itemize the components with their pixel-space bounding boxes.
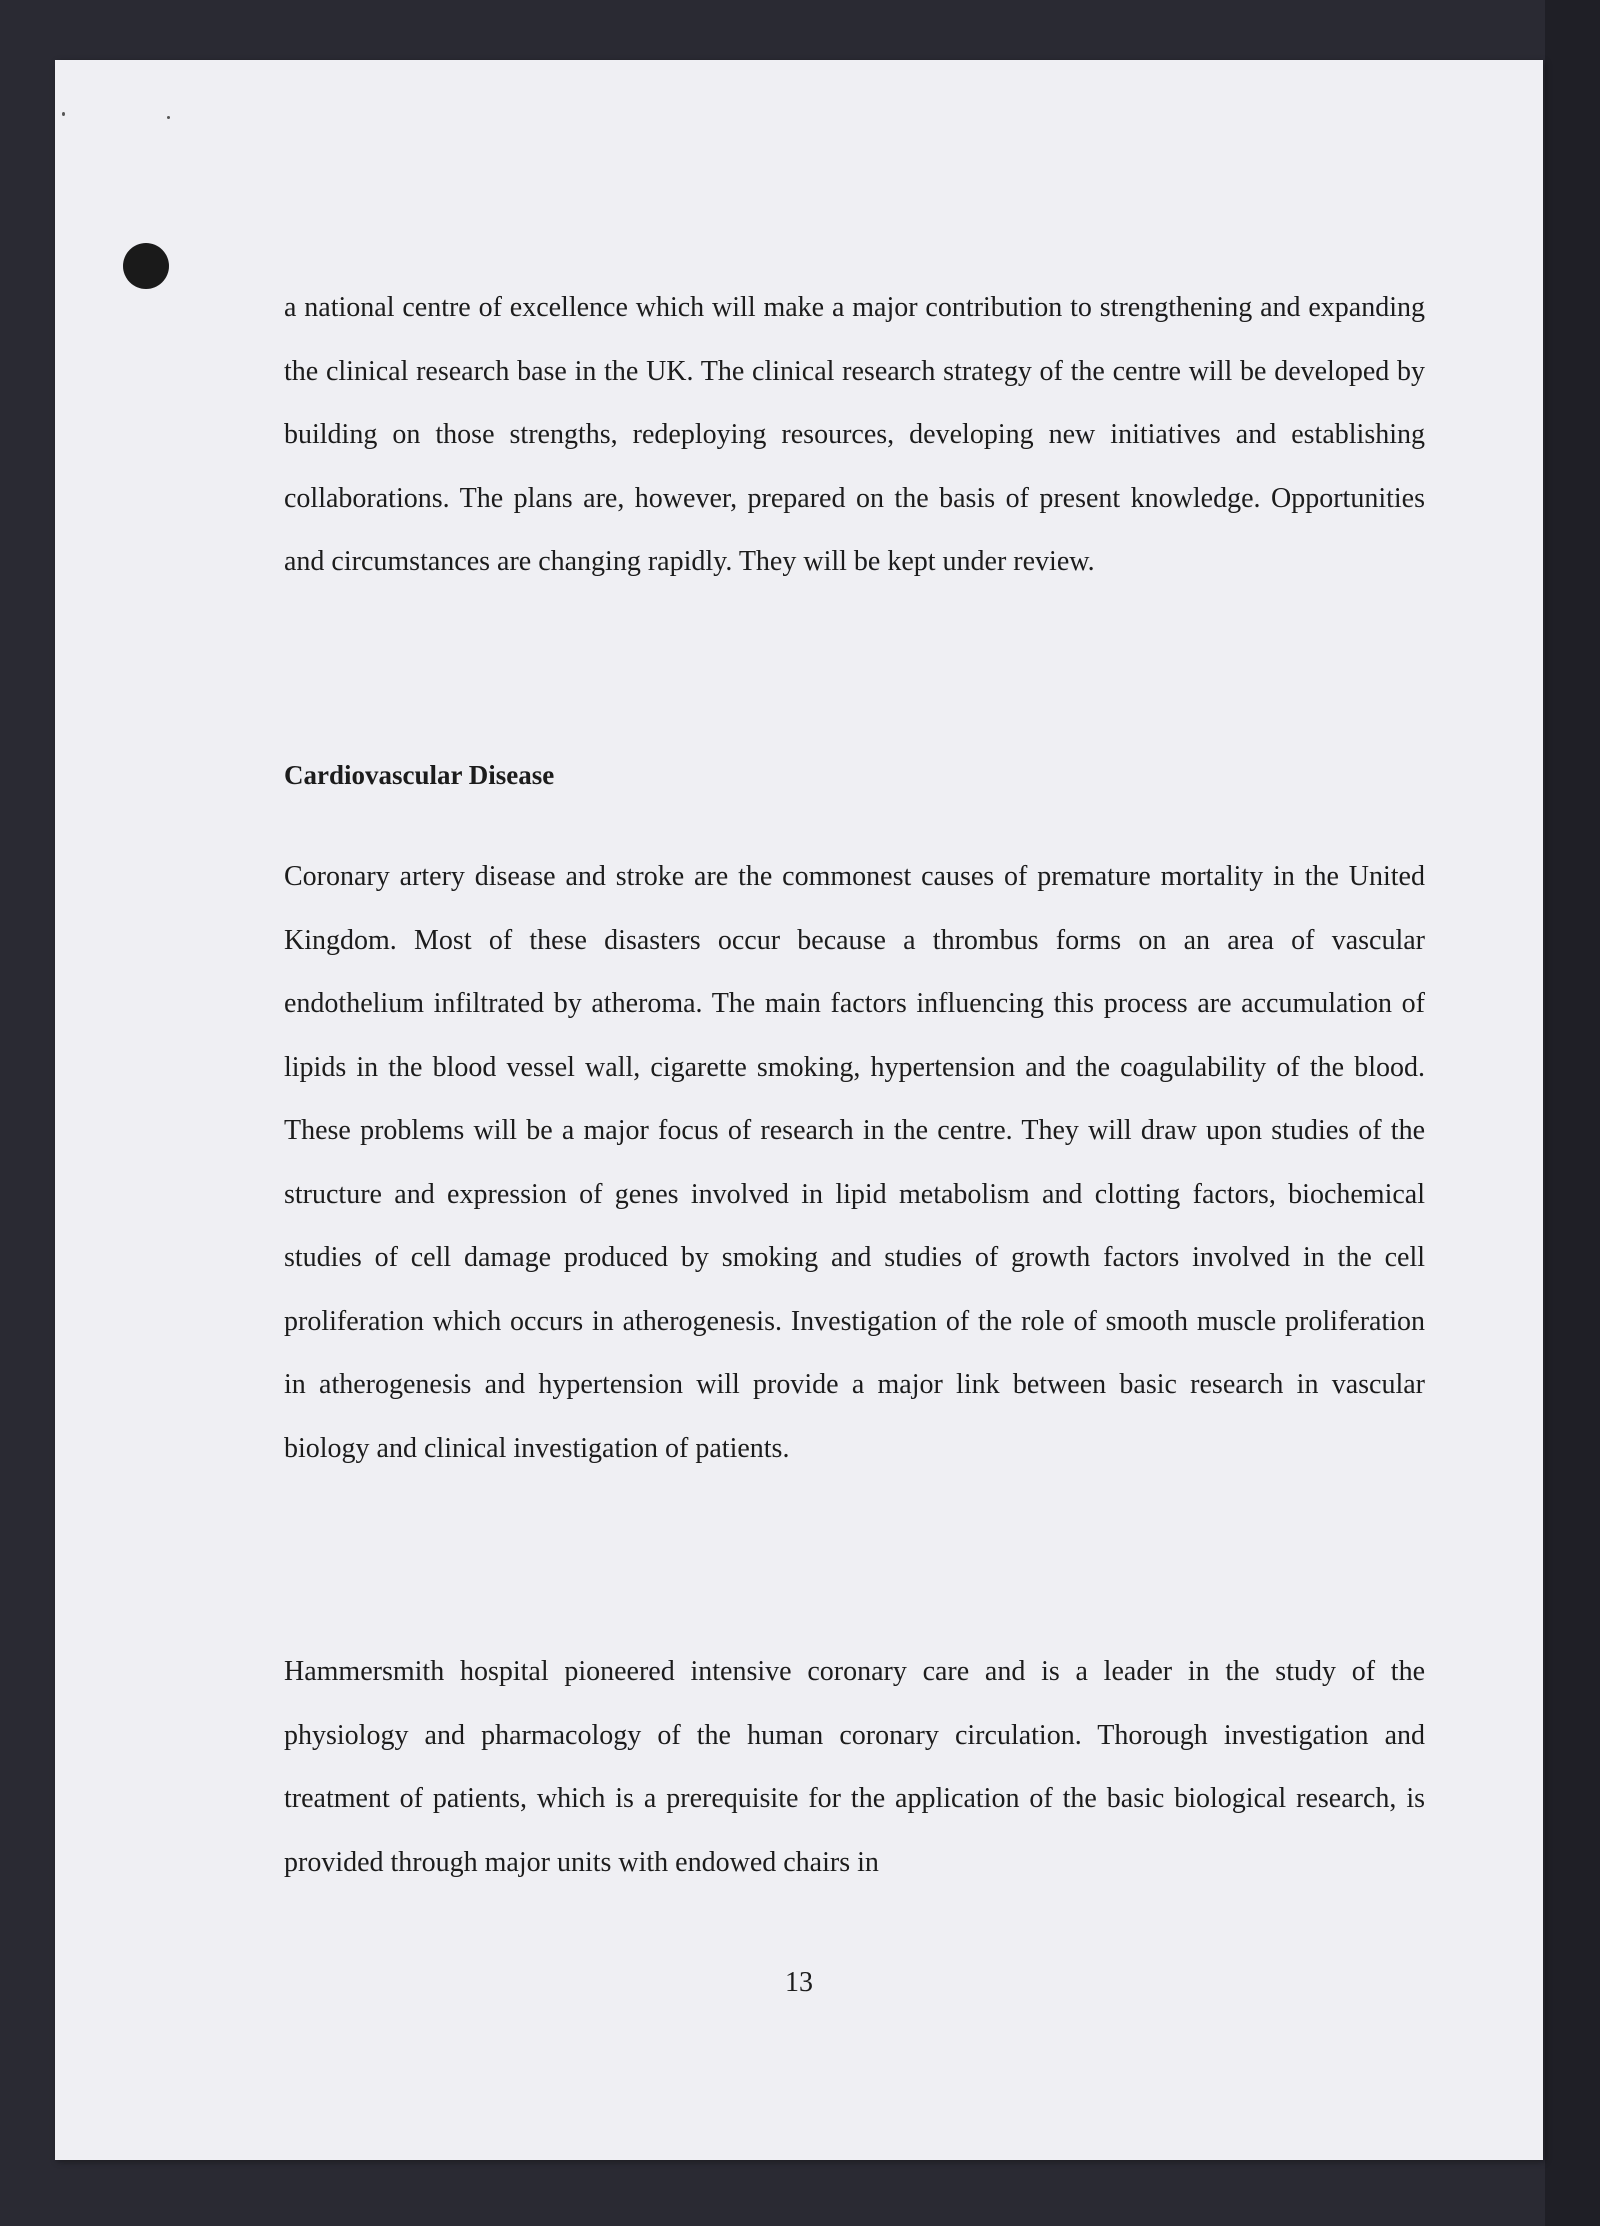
punch-hole <box>123 243 169 289</box>
background-edge <box>1545 0 1600 2226</box>
paragraph-intro <box>284 276 1425 594</box>
page-number: 13 <box>785 1967 813 1998</box>
paragraph-cardiovascular <box>284 845 1425 1480</box>
paragraph-text: Hammersmith hospital pioneered intensive coronary care and is a leader in the study of the physiology and pharmacology of the human coronary circulation. Thorough investigation and treatment of patients, which is a prerequisite for the application of the basic biological research, is provided through major units with endowed chairs in <box>284 1656 1425 1878</box>
paper-speck <box>62 112 65 116</box>
paragraph-text: Coronary artery disease and stroke are the commonest causes of premature mortality in the United Kingdom. Most of these disasters occur because a thrombus forms on an area of vascular endothelium infiltrated by atheroma. The main factors influencing this process are accumulation of lipids in the blood vessel wall, cigarette smoking, hypertension and the coagulability of the blood. These problems will be a major focus of research in the centre. They will draw upon studies of the structure and expression of genes involved in lipid metabolism and clotting factors, biochemical studies of cell damage produced by smoking and studies of growth factors involved in the cell proliferation which occurs in atherogenesis. Investigation of the role of smooth muscle proliferation in atherogenesis and hypertension will provide a major link between basic research in vascular biology and clinical investigation of patients. <box>284 861 1425 1464</box>
document-page <box>55 60 1543 2160</box>
section-heading: Cardiovascular Disease <box>284 760 555 790</box>
paragraph-hammersmith <box>284 1640 1425 1894</box>
paper-speck <box>167 116 170 119</box>
paragraph-text: a national centre of excellence which will make a major contribution to strengthening and expanding the clinical research base in the UK. The clinical research strategy of the centre will be developed by building on those strengths, redeploying resources, developing new initiatives and establishing collaborations. The plans are, however, prepared on the basis of present knowledge. Opportunities and circumstances are changing rapidly. They will be kept under review. <box>284 292 1425 577</box>
